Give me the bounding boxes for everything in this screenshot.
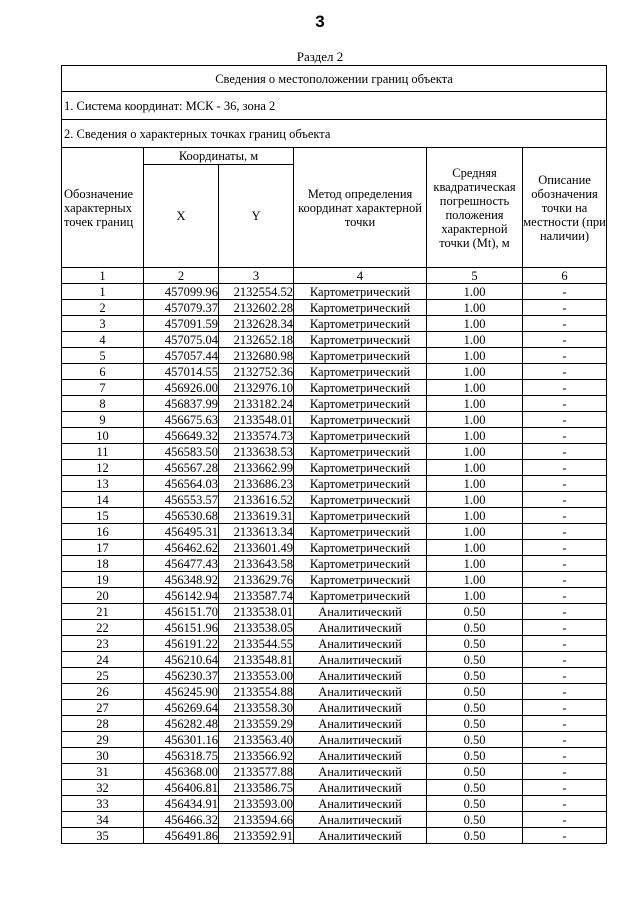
cell-coord-x: 456837.99	[144, 396, 219, 412]
header-y: Y	[219, 165, 294, 268]
cell-coord-y: 2133574.73	[219, 428, 294, 444]
cell-method: Картометрический	[294, 460, 427, 476]
cell-description: -	[523, 540, 607, 556]
cell-method: Картометрический	[294, 508, 427, 524]
cell-method: Аналитический	[294, 652, 427, 668]
column-number: 2	[144, 268, 219, 284]
cell-coord-x: 456210.64	[144, 652, 219, 668]
cell-description: -	[523, 412, 607, 428]
cell-description: -	[523, 604, 607, 620]
cell-coord-x: 456434.91	[144, 796, 219, 812]
cell-description: -	[523, 492, 607, 508]
cell-point-id: 29	[62, 732, 144, 748]
cell-method: Картометрический	[294, 492, 427, 508]
cell-coord-x: 456245.90	[144, 684, 219, 700]
cell-coord-x: 456564.03	[144, 476, 219, 492]
cell-method: Картометрический	[294, 524, 427, 540]
table-row	[62, 300, 607, 316]
cell-point-id: 30	[62, 748, 144, 764]
cell-coord-y: 2133538.01	[219, 604, 294, 620]
section-title: Раздел 2	[296, 49, 344, 64]
cell-accuracy: 1.00	[427, 412, 523, 428]
cell-point-id: 18	[62, 556, 144, 572]
cell-coord-x: 456583.50	[144, 444, 219, 460]
cell-coord-x: 456530.68	[144, 508, 219, 524]
cell-method: Аналитический	[294, 620, 427, 636]
cell-description: -	[523, 684, 607, 700]
cell-coord-x: 456318.75	[144, 748, 219, 764]
cell-point-id: 25	[62, 668, 144, 684]
cell-accuracy: 0.50	[427, 636, 523, 652]
cell-accuracy: 1.00	[427, 348, 523, 364]
table-row	[62, 780, 607, 796]
cell-description: -	[523, 780, 607, 796]
cell-accuracy: 1.00	[427, 476, 523, 492]
cell-coord-y: 2133548.81	[219, 652, 294, 668]
cell-accuracy: 1.00	[427, 332, 523, 348]
cell-method: Аналитический	[294, 684, 427, 700]
cell-description: -	[523, 332, 607, 348]
cell-description: -	[523, 316, 607, 332]
cell-description: -	[523, 620, 607, 636]
cell-point-id: 24	[62, 652, 144, 668]
cell-description: -	[523, 636, 607, 652]
cell-description: -	[523, 476, 607, 492]
cell-method: Аналитический	[294, 716, 427, 732]
cell-accuracy: 0.50	[427, 780, 523, 796]
column-number: 6	[523, 268, 607, 284]
points-title: 2. Сведения о характерных точках границ объекта	[62, 120, 607, 148]
table-row	[62, 556, 607, 572]
coordinate-system: 1. Система координат: МСК - 36, зона 2	[62, 92, 607, 120]
cell-method: Картометрический	[294, 540, 427, 556]
cell-accuracy: 1.00	[427, 460, 523, 476]
cell-coord-x: 456269.64	[144, 700, 219, 716]
table-row	[62, 316, 607, 332]
cell-description: -	[523, 812, 607, 828]
header-accuracy: Средняя квадратическая погрешность положения характерной точки (Mt), м	[427, 148, 523, 268]
cell-description: -	[523, 508, 607, 524]
header-row-1	[62, 148, 607, 165]
cell-point-id: 10	[62, 428, 144, 444]
cell-coord-y: 2133601.49	[219, 540, 294, 556]
cell-coord-y: 2133587.74	[219, 588, 294, 604]
cell-coord-y: 2133563.40	[219, 732, 294, 748]
cell-coord-y: 2133554.88	[219, 684, 294, 700]
cell-accuracy: 0.50	[427, 732, 523, 748]
cell-point-id: 17	[62, 540, 144, 556]
table-row	[62, 412, 607, 428]
cell-accuracy: 1.00	[427, 316, 523, 332]
cell-method: Картометрический	[294, 348, 427, 364]
cell-point-id: 3	[62, 316, 144, 332]
table-row	[62, 572, 607, 588]
points-title-row	[62, 120, 607, 148]
cell-method: Аналитический	[294, 700, 427, 716]
cell-method: Картометрический	[294, 380, 427, 396]
cell-coord-x: 457075.04	[144, 332, 219, 348]
cell-coord-x: 456282.48	[144, 716, 219, 732]
cell-coord-y: 2133593.00	[219, 796, 294, 812]
table-row	[62, 444, 607, 460]
cell-coord-y: 2133616.52	[219, 492, 294, 508]
table-row	[62, 540, 607, 556]
cell-description: -	[523, 572, 607, 588]
cell-accuracy: 0.50	[427, 828, 523, 844]
cell-coord-x: 456230.37	[144, 668, 219, 684]
table-row	[62, 812, 607, 828]
cell-point-id: 14	[62, 492, 144, 508]
cell-description: -	[523, 396, 607, 412]
column-number: 1	[62, 268, 144, 284]
cell-coord-y: 2133538.05	[219, 620, 294, 636]
cell-point-id: 12	[62, 460, 144, 476]
cell-coord-x: 456368.00	[144, 764, 219, 780]
table-row	[62, 332, 607, 348]
cell-method: Картометрический	[294, 444, 427, 460]
cell-method: Картометрический	[294, 332, 427, 348]
cell-description: -	[523, 828, 607, 844]
cell-coord-x: 457079.37	[144, 300, 219, 316]
cell-coord-x: 456301.16	[144, 732, 219, 748]
table-row	[62, 284, 607, 300]
cell-description: -	[523, 428, 607, 444]
cell-accuracy: 1.00	[427, 572, 523, 588]
cell-method: Аналитический	[294, 636, 427, 652]
cell-method: Картометрический	[294, 300, 427, 316]
cell-coord-x: 456926.00	[144, 380, 219, 396]
cell-description: -	[523, 732, 607, 748]
cell-accuracy: 1.00	[427, 364, 523, 380]
table-row	[62, 588, 607, 604]
cell-point-id: 7	[62, 380, 144, 396]
cell-coord-y: 2132554.52	[219, 284, 294, 300]
cell-method: Аналитический	[294, 828, 427, 844]
table-row	[62, 796, 607, 812]
cell-description: -	[523, 556, 607, 572]
table-title-row	[62, 66, 607, 92]
cell-coord-x: 457014.55	[144, 364, 219, 380]
table-title: Сведения о местоположении границ объекта	[62, 66, 607, 92]
cell-description: -	[523, 588, 607, 604]
coordinate-system-row	[62, 92, 607, 120]
table-row	[62, 524, 607, 540]
table-row	[62, 604, 607, 620]
cell-point-id: 23	[62, 636, 144, 652]
cell-coord-y: 2133548.01	[219, 412, 294, 428]
cell-method: Картометрический	[294, 476, 427, 492]
cell-coord-y: 2132976.10	[219, 380, 294, 396]
cell-point-id: 31	[62, 764, 144, 780]
header-designation: Обозначение характерных точек границ	[62, 148, 144, 268]
cell-accuracy: 0.50	[427, 796, 523, 812]
column-number: 4	[294, 268, 427, 284]
cell-method: Картометрический	[294, 572, 427, 588]
cell-coord-y: 2133594.66	[219, 812, 294, 828]
table-row	[62, 684, 607, 700]
cell-accuracy: 0.50	[427, 764, 523, 780]
cell-accuracy: 0.50	[427, 716, 523, 732]
cell-coord-y: 2133629.76	[219, 572, 294, 588]
cell-point-id: 6	[62, 364, 144, 380]
header-description: Описание обозначения точки на местности (при наличии)	[523, 148, 607, 268]
cell-method: Аналитический	[294, 668, 427, 684]
cell-accuracy: 1.00	[427, 524, 523, 540]
cell-coord-y: 2133638.53	[219, 444, 294, 460]
cell-coord-x: 456348.92	[144, 572, 219, 588]
cell-description: -	[523, 764, 607, 780]
cell-coord-x: 456495.31	[144, 524, 219, 540]
cell-description: -	[523, 748, 607, 764]
cell-method: Картометрический	[294, 396, 427, 412]
header-coordinates: Координаты, м	[144, 148, 294, 165]
table-row	[62, 476, 607, 492]
cell-coord-y: 2132752.36	[219, 364, 294, 380]
cell-coord-y: 2133559.29	[219, 716, 294, 732]
cell-point-id: 8	[62, 396, 144, 412]
cell-accuracy: 1.00	[427, 588, 523, 604]
cell-description: -	[523, 796, 607, 812]
column-numbers-row	[62, 268, 607, 284]
cell-method: Картометрический	[294, 364, 427, 380]
cell-accuracy: 1.00	[427, 556, 523, 572]
cell-coord-x: 457091.59	[144, 316, 219, 332]
cell-coord-x: 456675.63	[144, 412, 219, 428]
cell-point-id: 20	[62, 588, 144, 604]
cell-coord-x: 456406.81	[144, 780, 219, 796]
cell-coord-y: 2133566.92	[219, 748, 294, 764]
cell-method: Аналитический	[294, 780, 427, 796]
cell-coord-x: 456649.32	[144, 428, 219, 444]
cell-point-id: 5	[62, 348, 144, 364]
table-row	[62, 748, 607, 764]
cell-coord-y: 2133558.30	[219, 700, 294, 716]
cell-point-id: 28	[62, 716, 144, 732]
cell-coord-x: 456466.32	[144, 812, 219, 828]
cell-coord-y: 2133544.55	[219, 636, 294, 652]
cell-description: -	[523, 380, 607, 396]
table-row	[62, 636, 607, 652]
cell-accuracy: 0.50	[427, 620, 523, 636]
cell-accuracy: 1.00	[427, 380, 523, 396]
cell-coord-y: 2132628.34	[219, 316, 294, 332]
cell-coord-y: 2133619.31	[219, 508, 294, 524]
cell-method: Картометрический	[294, 412, 427, 428]
cell-coord-x: 457057.44	[144, 348, 219, 364]
table-row	[62, 732, 607, 748]
table-body	[62, 66, 607, 844]
table-row	[62, 828, 607, 844]
cell-method: Аналитический	[294, 604, 427, 620]
cell-description: -	[523, 460, 607, 476]
cell-accuracy: 1.00	[427, 540, 523, 556]
cell-point-id: 13	[62, 476, 144, 492]
table-row	[62, 652, 607, 668]
cell-point-id: 34	[62, 812, 144, 828]
table-row	[62, 364, 607, 380]
cell-method: Аналитический	[294, 796, 427, 812]
cell-point-id: 35	[62, 828, 144, 844]
cell-accuracy: 1.00	[427, 508, 523, 524]
cell-description: -	[523, 300, 607, 316]
cell-method: Картометрический	[294, 284, 427, 300]
cell-coord-y: 2133182.24	[219, 396, 294, 412]
cell-coord-y: 2133592.91	[219, 828, 294, 844]
cell-accuracy: 1.00	[427, 444, 523, 460]
cell-coord-y: 2132652.18	[219, 332, 294, 348]
cell-coord-x: 456151.96	[144, 620, 219, 636]
cell-accuracy: 1.00	[427, 396, 523, 412]
cell-method: Картометрический	[294, 556, 427, 572]
cell-method: Аналитический	[294, 748, 427, 764]
table-row	[62, 380, 607, 396]
cell-coord-x: 456553.57	[144, 492, 219, 508]
cell-method: Картометрический	[294, 588, 427, 604]
cell-coord-y: 2133686.23	[219, 476, 294, 492]
cell-point-id: 21	[62, 604, 144, 620]
cell-point-id: 19	[62, 572, 144, 588]
cell-description: -	[523, 364, 607, 380]
cell-coord-x: 456477.43	[144, 556, 219, 572]
table-row	[62, 348, 607, 364]
cell-method: Аналитический	[294, 732, 427, 748]
cell-accuracy: 1.00	[427, 428, 523, 444]
cell-method: Картометрический	[294, 428, 427, 444]
cell-accuracy: 0.50	[427, 668, 523, 684]
cell-description: -	[523, 348, 607, 364]
cell-point-id: 32	[62, 780, 144, 796]
table-row	[62, 508, 607, 524]
cell-description: -	[523, 652, 607, 668]
cell-coord-x: 457099.96	[144, 284, 219, 300]
cell-point-id: 15	[62, 508, 144, 524]
table-row	[62, 668, 607, 684]
header-x: X	[144, 165, 219, 268]
table-row	[62, 700, 607, 716]
table-row	[62, 492, 607, 508]
cell-point-id: 11	[62, 444, 144, 460]
cell-point-id: 27	[62, 700, 144, 716]
cell-coord-y: 2133577.88	[219, 764, 294, 780]
cell-point-id: 4	[62, 332, 144, 348]
cell-coord-y: 2133662.99	[219, 460, 294, 476]
header-method: Метод определения координат характерной точки	[294, 148, 427, 268]
cell-description: -	[523, 524, 607, 540]
cell-coord-x: 456491.86	[144, 828, 219, 844]
cell-coord-x: 456142.94	[144, 588, 219, 604]
cell-description: -	[523, 284, 607, 300]
cell-method: Аналитический	[294, 764, 427, 780]
cell-accuracy: 0.50	[427, 604, 523, 620]
cell-method: Картометрический	[294, 316, 427, 332]
cell-accuracy: 0.50	[427, 748, 523, 764]
table-row	[62, 428, 607, 444]
cell-description: -	[523, 700, 607, 716]
table-row	[62, 716, 607, 732]
cell-description: -	[523, 444, 607, 460]
cell-accuracy: 0.50	[427, 700, 523, 716]
cell-coord-y: 2133613.34	[219, 524, 294, 540]
cell-accuracy: 0.50	[427, 812, 523, 828]
cell-accuracy: 1.00	[427, 492, 523, 508]
cell-point-id: 1	[62, 284, 144, 300]
cell-point-id: 9	[62, 412, 144, 428]
cell-coord-y: 2132680.98	[219, 348, 294, 364]
cell-coord-x: 456567.28	[144, 460, 219, 476]
cell-point-id: 16	[62, 524, 144, 540]
cell-accuracy: 1.00	[427, 284, 523, 300]
cell-point-id: 22	[62, 620, 144, 636]
boundary-points-table	[61, 65, 607, 844]
cell-description: -	[523, 716, 607, 732]
table-row	[62, 396, 607, 412]
cell-description: -	[523, 668, 607, 684]
cell-coord-x: 456151.70	[144, 604, 219, 620]
column-number: 3	[219, 268, 294, 284]
cell-method: Аналитический	[294, 812, 427, 828]
page-number: 3	[315, 12, 325, 31]
cell-point-id: 33	[62, 796, 144, 812]
table-row	[62, 460, 607, 476]
cell-coord-x: 456191.22	[144, 636, 219, 652]
cell-coord-y: 2133586.75	[219, 780, 294, 796]
cell-accuracy: 0.50	[427, 652, 523, 668]
table-row	[62, 620, 607, 636]
cell-accuracy: 0.50	[427, 684, 523, 700]
cell-coord-x: 456462.62	[144, 540, 219, 556]
table-row	[62, 764, 607, 780]
column-number: 5	[427, 268, 523, 284]
cell-coord-y: 2133553.00	[219, 668, 294, 684]
cell-coord-y: 2132602.28	[219, 300, 294, 316]
cell-point-id: 26	[62, 684, 144, 700]
cell-coord-y: 2133643.58	[219, 556, 294, 572]
cell-accuracy: 1.00	[427, 300, 523, 316]
cell-point-id: 2	[62, 300, 144, 316]
